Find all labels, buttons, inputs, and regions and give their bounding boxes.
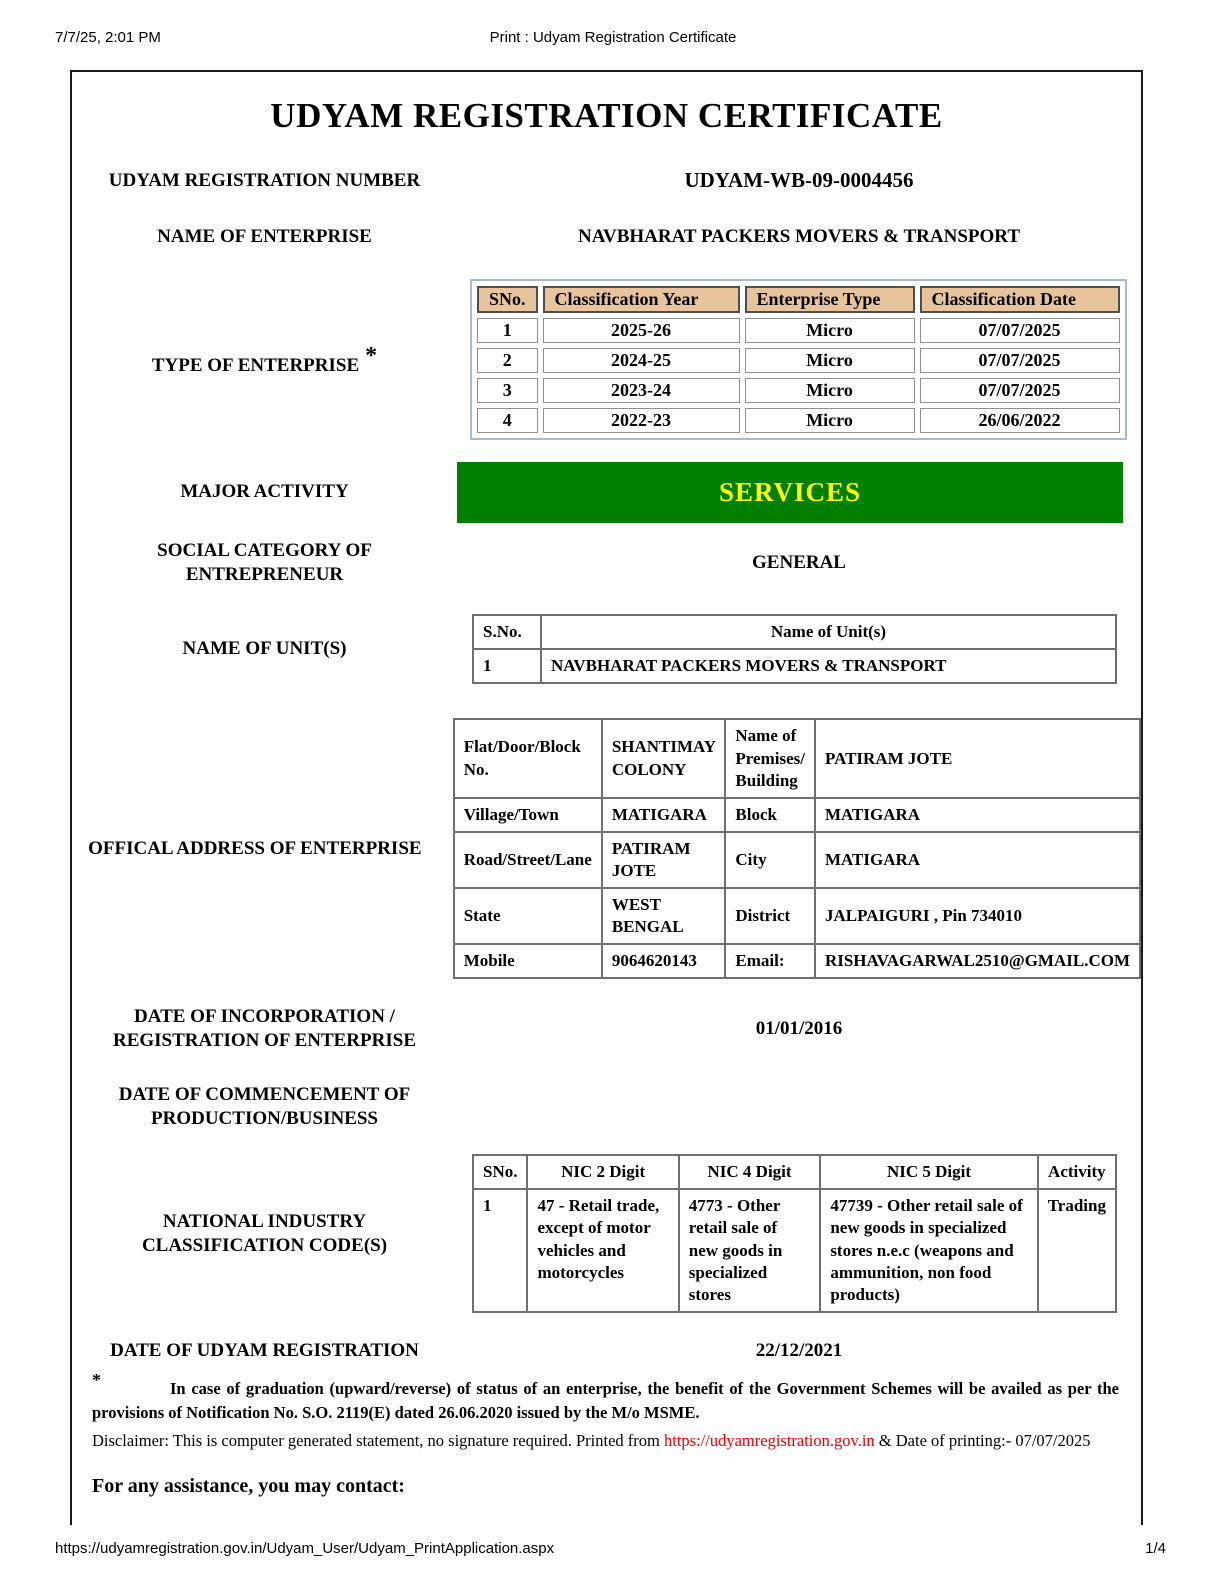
disclaimer-prefix: Disclaimer: This is computer generated statement, no signature required. Printed from xyxy=(92,1431,664,1451)
column-header: SNo. xyxy=(473,1155,527,1189)
table-cell: 3 xyxy=(477,378,538,403)
table-cell: Micro xyxy=(745,318,915,343)
table-cell: 07/07/2025 xyxy=(920,348,1120,373)
table-cell: Name of Premises/ Building xyxy=(725,719,815,797)
table-cell: 2024-25 xyxy=(543,348,740,373)
table-cell: WEST BENGAL xyxy=(602,888,726,944)
units-label: NAME OF UNIT(S) xyxy=(182,638,347,660)
disclaimer-suffix: & Date of printing:- 07/07/2025 xyxy=(874,1431,1091,1451)
units-value xyxy=(457,614,1141,684)
table-cell: Block xyxy=(725,798,815,832)
certificate-page xyxy=(70,70,1143,1525)
incorporation-date-value: 01/01/2016 xyxy=(755,1018,843,1040)
table-cell: MATIGARA xyxy=(602,798,726,832)
column-header: S.No. xyxy=(473,615,541,649)
enterprise-name-value: NAVBHARAT PACKERS MOVERS & TRANSPORT xyxy=(577,225,1021,247)
table-row xyxy=(477,318,1120,343)
graduation-footnote xyxy=(92,1369,1119,1425)
table-cell: Micro xyxy=(745,378,915,403)
table-cell: 4773 - Other retail sale of new goods in specialized stores xyxy=(679,1189,821,1311)
table-cell: PATIRAM JOTE xyxy=(602,832,726,888)
row-type-of-enterprise xyxy=(72,279,1141,440)
row-registration-number xyxy=(72,168,1141,193)
print-footer-page-number: 1/4 xyxy=(1145,1540,1166,1557)
classification-header-row xyxy=(477,286,1120,313)
print-footer-url: https://udyamregistration.gov.in/Udyam_User/Udyam_PrintApplication.aspx xyxy=(55,1540,555,1557)
table-row xyxy=(454,719,1140,797)
footnote-asterisk: * xyxy=(92,1369,101,1390)
row-units xyxy=(72,614,1141,684)
table-cell: 47739 - Other retail sale of new goods in specialized stores n.e.c (weapons and ammunition, non food products) xyxy=(820,1189,1037,1311)
type-of-enterprise-label xyxy=(72,341,457,378)
table-cell: Road/Street/Lane xyxy=(454,832,602,888)
table-row xyxy=(477,378,1120,403)
table-row xyxy=(454,832,1140,888)
major-activity-value-wrap xyxy=(457,462,1141,523)
table-cell: 2 xyxy=(477,348,538,373)
table-cell: Micro xyxy=(745,348,915,373)
incorporation-date-label: DATE OF INCORPORATION / REGISTRATION OF ENTERPRISE xyxy=(112,1006,416,1052)
udyam-registration-date-label: DATE OF UDYAM REGISTRATION xyxy=(110,1339,419,1361)
print-header-datetime: 7/7/25, 2:01 PM xyxy=(55,29,161,46)
table-row xyxy=(473,1189,1116,1311)
table-row xyxy=(477,408,1120,433)
row-enterprise-name xyxy=(72,225,1141,249)
column-header: NIC 4 Digit xyxy=(679,1155,821,1189)
table-cell: Flat/Door/Block No. xyxy=(454,719,602,797)
table-cell: 9064620143 xyxy=(602,944,726,978)
table-cell: Micro xyxy=(745,408,915,433)
type-of-enterprise-label-text: TYPE OF ENTERPRISE xyxy=(151,354,360,376)
table-cell: SHANTIMAY COLONY xyxy=(602,719,726,797)
table-cell: RISHAVAGARWAL2510@GMAIL.COM xyxy=(815,944,1140,978)
table-cell: District xyxy=(725,888,815,944)
column-header: Activity xyxy=(1038,1155,1116,1189)
units-table xyxy=(472,614,1117,684)
column-header: SNo. xyxy=(477,286,538,313)
column-header: Classification Year xyxy=(543,286,740,313)
registration-number-label: UDYAM REGISTRATION NUMBER xyxy=(108,169,421,191)
row-social-category xyxy=(72,539,1141,587)
table-row xyxy=(473,649,1116,683)
official-address-label: OFFICAL ADDRESS OF ENTERPRISE xyxy=(88,837,422,859)
table-cell: 2023-24 xyxy=(543,378,740,403)
table-cell: Mobile xyxy=(454,944,602,978)
table-row xyxy=(454,798,1140,832)
row-udyam-registration-date xyxy=(72,1339,1141,1363)
table-cell: City xyxy=(725,832,815,888)
table-cell: Email: xyxy=(725,944,815,978)
major-activity-label: MAJOR ACTIVITY xyxy=(180,481,349,503)
table-cell: 47 - Retail trade, except of motor vehicles and motorcycles xyxy=(527,1189,678,1311)
classification-table xyxy=(470,279,1127,440)
major-activity-banner: SERVICES xyxy=(457,462,1123,523)
type-of-enterprise-value xyxy=(457,279,1141,440)
table-cell: 4 xyxy=(477,408,538,433)
address-table xyxy=(453,718,1141,979)
registration-number-value: UDYAM-WB-09-0004456 xyxy=(684,168,914,192)
footnote-text: In case of graduation (upward/reverse) of status of an enterprise, the benefit of the Government Schemes will be availed as per the provisions of Notification No. S.O. 2119(E) dated 26.06.2020 issued by the M/o MSME. xyxy=(92,1378,1119,1422)
column-header: Name of Unit(s) xyxy=(541,615,1116,649)
table-cell: 1 xyxy=(473,1189,527,1311)
table-cell: 1 xyxy=(473,649,541,683)
table-cell: 07/07/2025 xyxy=(920,378,1120,403)
table-cell: 26/06/2022 xyxy=(920,408,1120,433)
table-row xyxy=(477,348,1120,373)
enterprise-name-label: NAME OF ENTERPRISE xyxy=(157,226,372,247)
row-commencement-date xyxy=(72,1083,1141,1131)
udyam-portal-link[interactable]: https://udyamregistration.gov.in xyxy=(664,1431,875,1451)
table-row xyxy=(454,888,1140,944)
official-address-value xyxy=(438,718,1141,979)
print-header-title: Print : Udyam Registration Certificate xyxy=(489,29,737,46)
units-header-row xyxy=(473,615,1116,649)
table-cell: 2022-23 xyxy=(543,408,740,433)
column-header: NIC 2 Digit xyxy=(527,1155,678,1189)
table-cell: 1 xyxy=(477,318,538,343)
table-cell: JALPAIGURI , Pin 734010 xyxy=(815,888,1140,944)
disclaimer xyxy=(92,1431,1119,1451)
nic-codes-value xyxy=(457,1154,1141,1313)
table-cell: NAVBHARAT PACKERS MOVERS & TRANSPORT xyxy=(541,649,1116,683)
commencement-date-label: DATE OF COMMENCEMENT OF PRODUCTION/BUSINESS xyxy=(118,1083,411,1129)
social-category-label: SOCIAL CATEGORY OF ENTREPRENEUR xyxy=(157,539,372,585)
table-cell: MATIGARA xyxy=(815,832,1140,888)
row-official-address xyxy=(72,718,1141,979)
table-cell: MATIGARA xyxy=(815,798,1140,832)
assistance-heading: For any assistance, you may contact: xyxy=(92,1475,405,1498)
table-row xyxy=(454,944,1140,978)
page-title: UDYAM REGISTRATION CERTIFICATE xyxy=(270,96,943,135)
column-header: NIC 5 Digit xyxy=(820,1155,1037,1189)
table-cell: State xyxy=(454,888,602,944)
row-major-activity xyxy=(72,462,1141,523)
row-incorporation-date xyxy=(72,1005,1141,1053)
asterisk-mark: * xyxy=(365,342,378,369)
column-header: Classification Date xyxy=(920,286,1120,313)
table-cell: 07/07/2025 xyxy=(920,318,1120,343)
nic-codes-label: NATIONAL INDUSTRY CLASSIFICATION CODE(S) xyxy=(141,1210,388,1256)
table-cell: Trading xyxy=(1038,1189,1116,1311)
nic-table xyxy=(472,1154,1117,1313)
row-nic-codes xyxy=(72,1154,1141,1313)
social-category-value: GENERAL xyxy=(752,551,846,573)
nic-header-row xyxy=(473,1155,1116,1189)
column-header: Enterprise Type xyxy=(745,286,915,313)
table-cell: Village/Town xyxy=(454,798,602,832)
table-cell: 2025-26 xyxy=(543,318,740,343)
table-cell: PATIRAM JOTE xyxy=(815,719,1140,797)
udyam-registration-date-value: 22/12/2021 xyxy=(755,1339,843,1361)
